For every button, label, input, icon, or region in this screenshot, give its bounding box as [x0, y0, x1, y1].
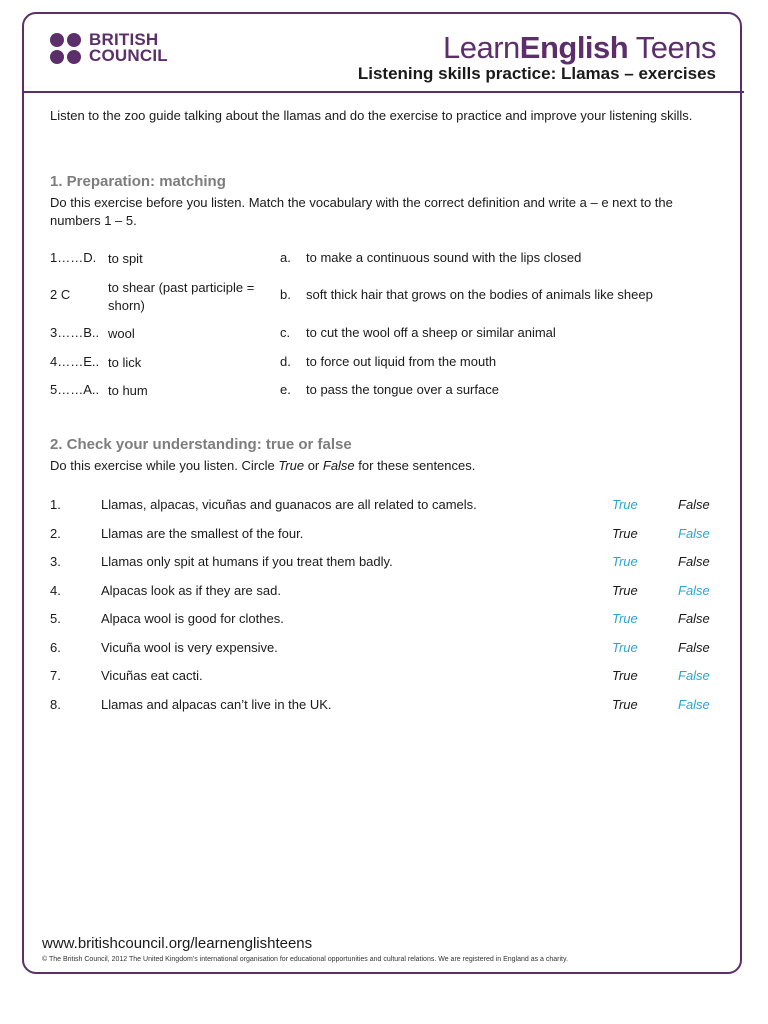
false-option[interactable]: False	[678, 640, 710, 655]
intro-text: Listen to the zoo guide talking about the llamas and do the exercise to practice and improve your listening skills.	[50, 108, 693, 123]
page-frame	[22, 12, 742, 974]
statement-text: Alpaca wool is good for clothes.	[101, 611, 284, 626]
matching-number: 5……A..	[50, 382, 100, 397]
matching-number: 4……E..	[50, 354, 100, 369]
learnenglish-teens-logo: LearnEnglish Teens	[442, 30, 716, 65]
statement-text: Llamas are the smallest of the four.	[101, 526, 304, 541]
false-option[interactable]: False	[678, 497, 710, 512]
vocabulary-word: to lick	[108, 355, 142, 370]
document-title: Listening skills practice: Llamas – exercises	[357, 64, 716, 83]
question-number: 7.	[50, 668, 61, 683]
question-number: 4.	[50, 583, 61, 598]
statement-text: Llamas only spit at humans if you treat them badly.	[101, 554, 393, 569]
footer-url[interactable]: www.britishcouncil.org/learnenglishteens	[42, 935, 313, 952]
section-2-heading: 2. Check your understanding: true or false	[50, 436, 352, 453]
footer-copyright: © The British Council, 2012 The United Kingdom’s international organisation for educational opportunities and cultural relations. We are registered in England as a charity.	[42, 956, 568, 963]
true-option[interactable]: True	[612, 554, 638, 569]
section-2-instruction: Do this exercise while you listen. Circle True or False for these sentences.	[50, 458, 476, 473]
vocabulary-word: wool	[108, 326, 135, 341]
statement-text: Vicuña wool is very expensive.	[101, 640, 278, 655]
header-divider	[22, 91, 744, 93]
question-number: 3.	[50, 554, 61, 569]
definition-text: to force out liquid from the mouth	[306, 354, 497, 369]
true-option[interactable]: True	[612, 526, 638, 541]
section-1-instruction: Do this exercise before you listen. Match the vocabulary with the correct definition and write a – e next to the numbers 1 – 5.	[50, 195, 673, 228]
vocabulary-word: to hum	[108, 383, 148, 398]
question-number: 1.	[50, 497, 61, 512]
matching-number: 3……B..	[50, 325, 100, 340]
false-option[interactable]: False	[678, 526, 710, 541]
false-option[interactable]: False	[678, 668, 710, 683]
statement-text: Vicuñas eat cacti.	[101, 668, 203, 683]
definition-text: soft thick hair that grows on the bodies of animals like sheep	[306, 287, 653, 302]
question-number: 2.	[50, 526, 61, 541]
matching-number: 1……D.	[50, 250, 97, 265]
logo-line-2: COUNCIL	[89, 46, 168, 65]
false-option[interactable]: False	[678, 611, 710, 626]
section-1-heading: 1. Preparation: matching	[50, 173, 226, 190]
false-option[interactable]: False	[678, 697, 710, 712]
false-option[interactable]: False	[678, 554, 710, 569]
matching-number: 2 C	[50, 287, 71, 302]
question-number: 5.	[50, 611, 61, 626]
question-number: 8.	[50, 697, 61, 712]
true-option[interactable]: True	[612, 697, 638, 712]
statement-text: Llamas, alpacas, vicuñas and guanacos are all related to camels.	[101, 497, 477, 512]
statement-text: Llamas and alpacas can’t live in the UK.	[101, 697, 332, 712]
vocabulary-word: to shear (past participle = shorn)	[108, 280, 255, 313]
definition-text: to pass the tongue over a surface	[306, 382, 499, 397]
definition-letter: a.	[280, 250, 291, 265]
true-option[interactable]: True	[612, 583, 638, 598]
true-option[interactable]: True	[612, 668, 638, 683]
logo-dots-icon	[50, 33, 81, 64]
false-option[interactable]: False	[678, 583, 710, 598]
definition-letter: d.	[280, 354, 291, 369]
logo-line-1: BRITISH	[89, 30, 159, 49]
true-option[interactable]: True	[612, 497, 638, 512]
question-number: 6.	[50, 640, 61, 655]
definition-letter: b.	[280, 287, 291, 302]
definition-text: to make a continuous sound with the lips closed	[306, 250, 582, 265]
definition-letter: e.	[280, 382, 291, 397]
british-council-logo	[50, 32, 168, 64]
true-option[interactable]: True	[612, 640, 638, 655]
definition-text: to cut the wool off a sheep or similar animal	[306, 325, 556, 340]
definition-letter: c.	[280, 325, 291, 340]
statement-text: Alpacas look as if they are sad.	[101, 583, 281, 598]
true-option[interactable]: True	[612, 611, 638, 626]
vocabulary-word: to spit	[108, 251, 143, 266]
